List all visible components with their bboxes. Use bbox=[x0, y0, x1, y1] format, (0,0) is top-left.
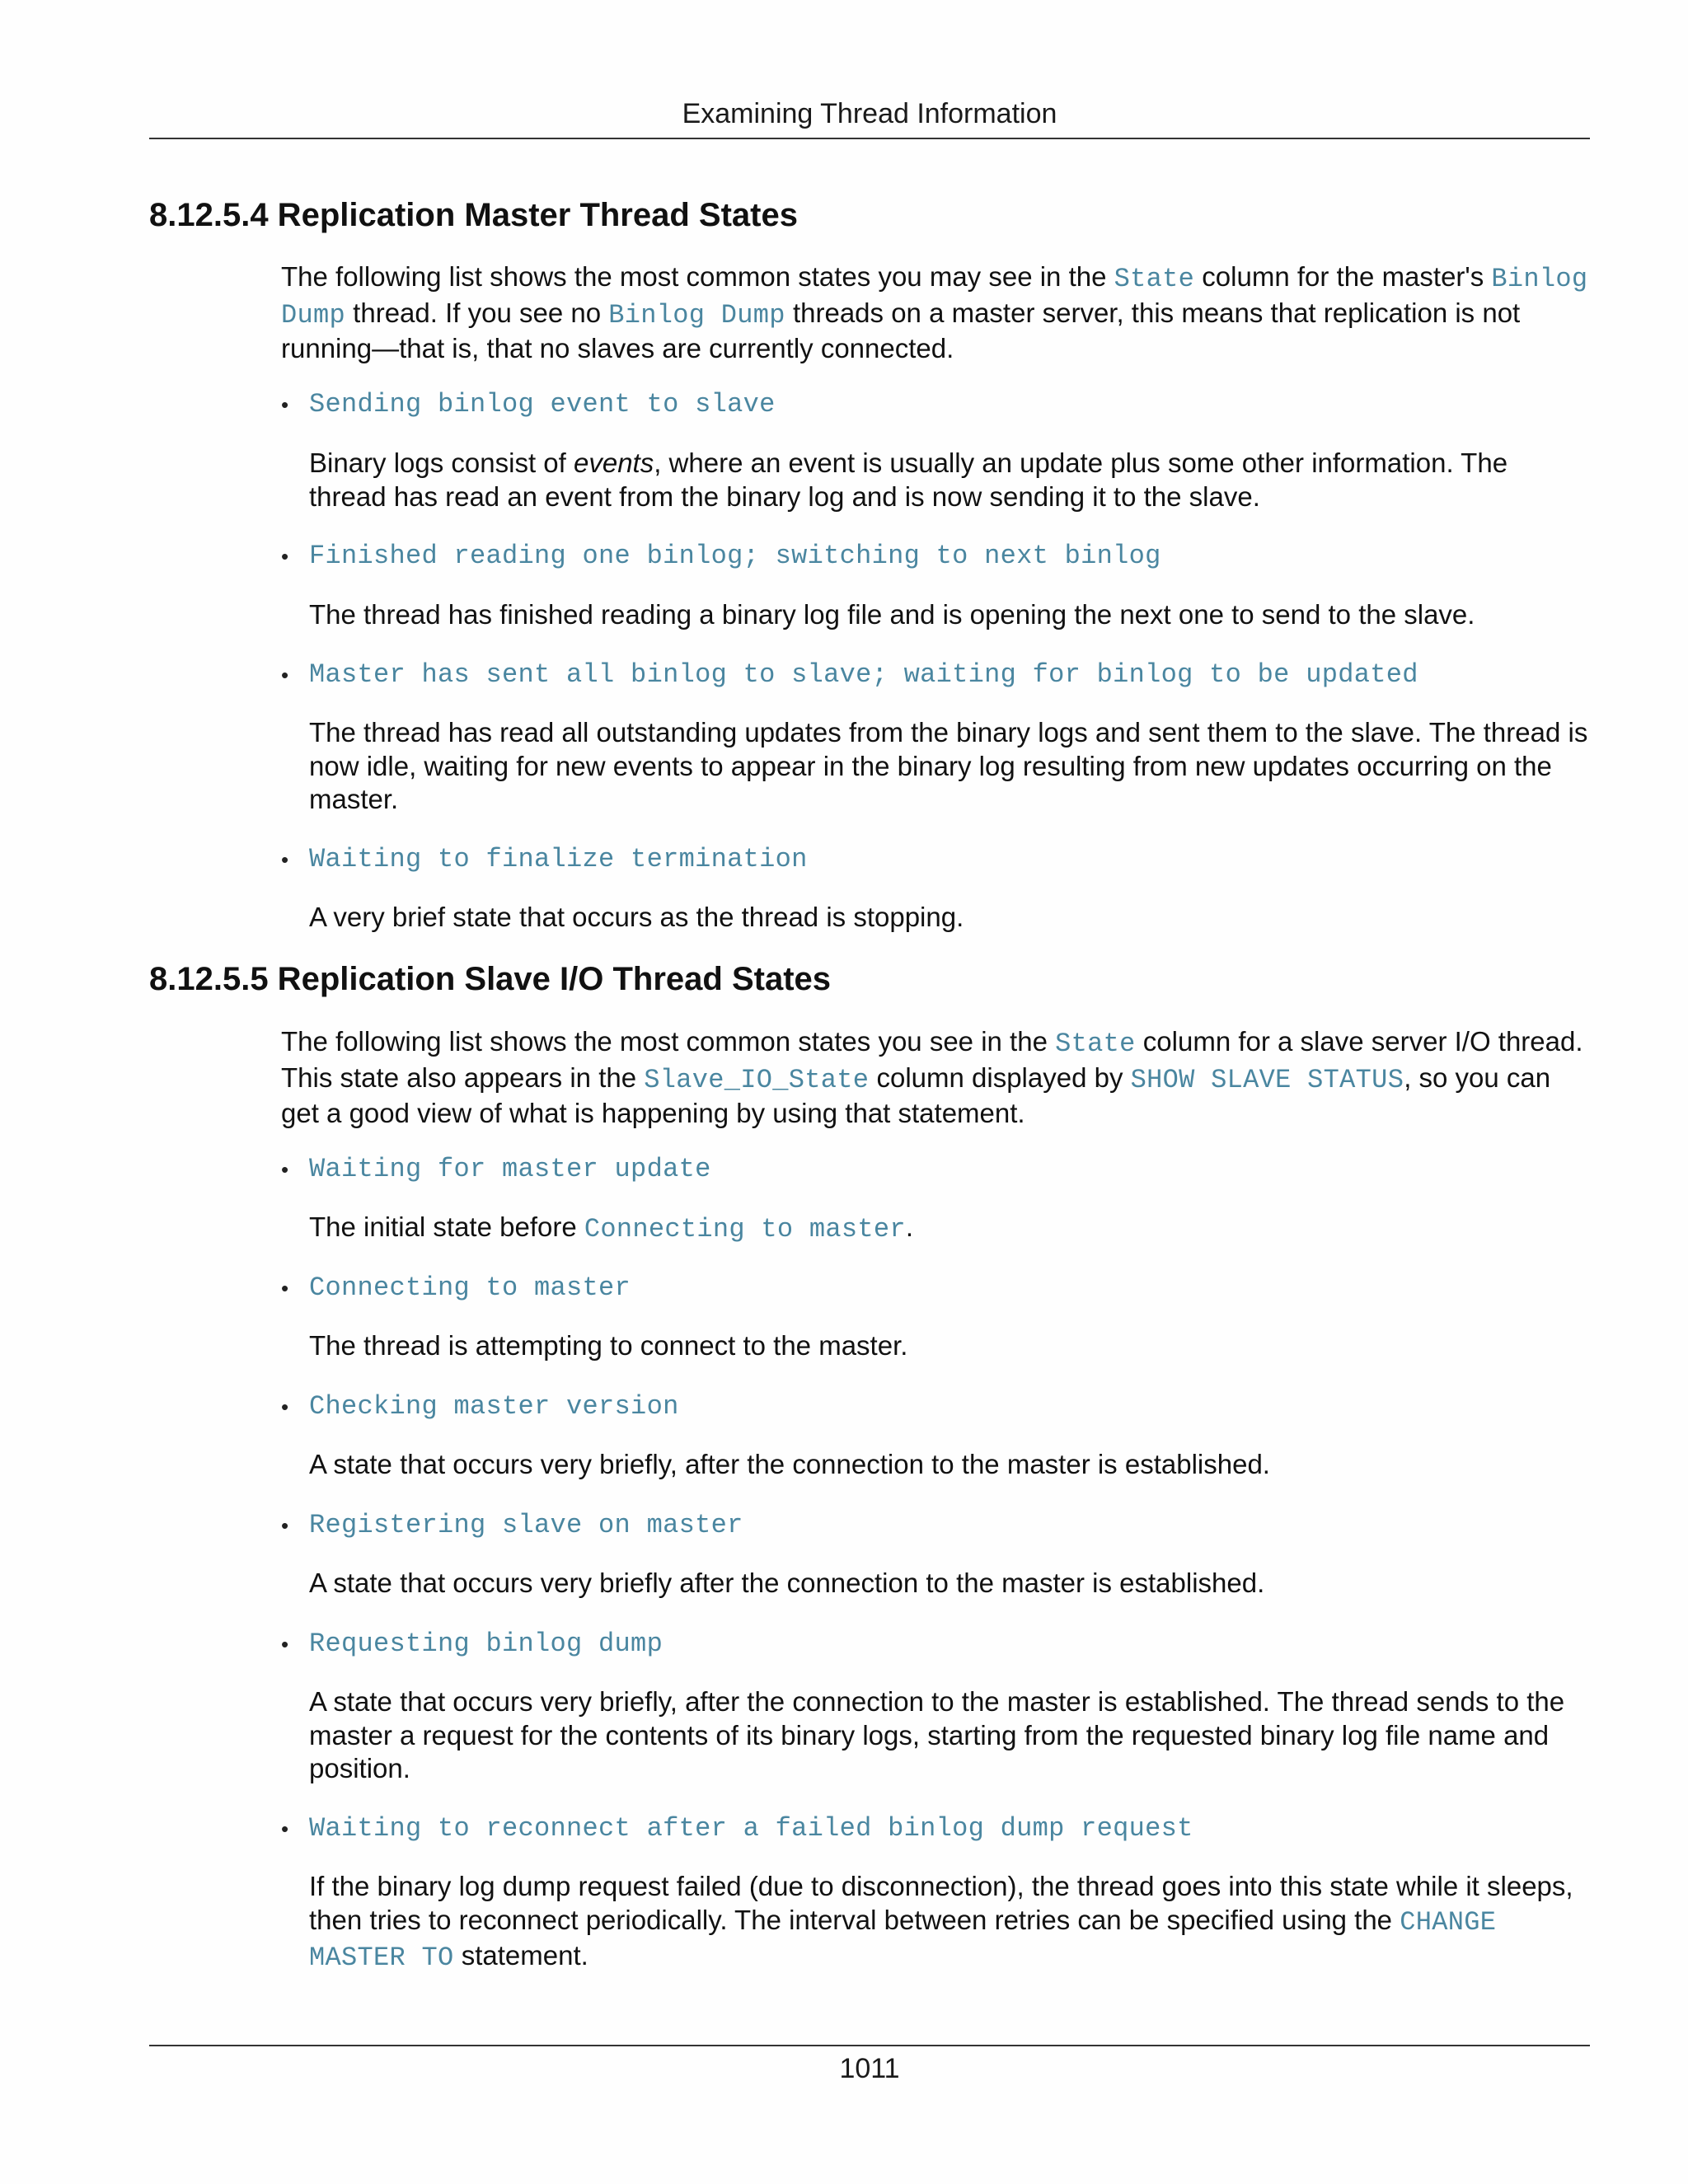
code-slave-io-state: Slave_IO_State bbox=[644, 1064, 870, 1095]
bullet-icon: • bbox=[281, 663, 289, 687]
intro-text: The following list shows the most common states you may see in the bbox=[281, 261, 1114, 292]
list-item-state bbox=[281, 1390, 1592, 1424]
bullet-icon: • bbox=[281, 1157, 289, 1182]
footer-rule bbox=[149, 2045, 1590, 2046]
state-description: A state that occurs very briefly after the connection to the master is established. bbox=[309, 1568, 1265, 1598]
bullet-icon: • bbox=[281, 544, 289, 569]
intro-text: column displayed by bbox=[869, 1062, 1131, 1093]
state-name: Requesting binlog dump bbox=[309, 1629, 663, 1659]
bullet-icon: • bbox=[281, 847, 289, 872]
state-description: A state that occurs very briefly, after the connection to the master is established. The thread sends to the master a request for the contents of its binary logs, starting from the requested binary log file name and position. bbox=[309, 1686, 1565, 1783]
running-header: Examining Thread Information bbox=[682, 98, 1057, 129]
list-item-state bbox=[281, 1508, 1592, 1543]
bullet-icon: • bbox=[281, 1394, 289, 1419]
intro-text: column for the master's bbox=[1194, 261, 1492, 292]
desc-text: . bbox=[905, 1212, 914, 1242]
state-description: A state that occurs very briefly, after the connection to the master is established. bbox=[309, 1449, 1270, 1479]
code-binlog-dump: Binlog Dump bbox=[281, 264, 1588, 330]
section-heading-slave-io-thread-states: 8.12.5.5 Replication Slave I/O Thread States bbox=[149, 961, 832, 997]
intro-text: thread. If you see no bbox=[345, 297, 609, 328]
code-state: State bbox=[1055, 1029, 1136, 1059]
desc-text: , where an event is usually an update plus some other information. The thread has read an event from the binary log and is now sending it to the slave. bbox=[309, 448, 1508, 512]
list-item-state bbox=[281, 387, 1592, 422]
desc-text: The initial state before bbox=[309, 1212, 584, 1242]
desc-emphasis: events bbox=[573, 448, 654, 478]
state-description: A very brief state that occurs as the thread is stopping. bbox=[309, 902, 964, 932]
header-rule bbox=[149, 138, 1590, 139]
list-item-state bbox=[281, 1152, 1592, 1187]
desc-text: If the binary log dump request failed (due to disconnection), the thread goes into this state while it sleeps, then tries to reconnect periodically. The interval between retries can be specified using the bbox=[309, 1871, 1573, 1935]
intro-text: column for a slave server I/O thread. This state also appears in the bbox=[281, 1026, 1583, 1093]
master-intro-paragraph bbox=[281, 260, 1592, 366]
state-name: Waiting to finalize termination bbox=[309, 844, 808, 874]
state-name: Registering slave on master bbox=[309, 1510, 743, 1540]
slave-io-intro-paragraph bbox=[281, 1025, 1592, 1131]
page-number: 1011 bbox=[839, 2053, 900, 2084]
code-state: State bbox=[1114, 264, 1195, 294]
bullet-icon: • bbox=[281, 1276, 289, 1301]
state-description bbox=[309, 447, 1592, 513]
intro-text: , so you can get a good view of what is happening by using that statement. bbox=[281, 1062, 1551, 1128]
state-description bbox=[309, 1870, 1592, 1975]
state-description: The thread is attempting to connect to the master. bbox=[309, 1330, 908, 1361]
state-name: Master has sent all binlog to slave; waiting for binlog to be updated bbox=[309, 659, 1418, 690]
state-name: Connecting to master bbox=[309, 1272, 631, 1303]
desc-text: Binary logs consist of bbox=[309, 448, 574, 478]
state-name: Checking master version bbox=[309, 1391, 679, 1422]
list-item-state bbox=[281, 1627, 1592, 1661]
code-connecting-to-master: Connecting to master bbox=[584, 1214, 906, 1244]
bullet-icon: • bbox=[281, 1513, 289, 1538]
state-name: Waiting for master update bbox=[309, 1154, 711, 1184]
state-name: Sending binlog event to slave bbox=[309, 389, 776, 419]
document-page bbox=[149, 0, 1590, 2184]
list-item-state bbox=[281, 1811, 1592, 1846]
state-name: Finished reading one binlog; switching to next binlog bbox=[309, 541, 1161, 571]
section-heading-master-thread-states: 8.12.5.4 Replication Master Thread States bbox=[149, 197, 798, 233]
bullet-icon: • bbox=[281, 1816, 289, 1841]
list-item-state bbox=[281, 1271, 1592, 1305]
list-item-state bbox=[281, 658, 1592, 692]
code-binlog-dump: Binlog Dump bbox=[608, 299, 785, 330]
list-item-state bbox=[281, 539, 1592, 574]
code-show-slave-status: SHOW SLAVE STATUS bbox=[1130, 1064, 1404, 1095]
state-description: The thread has read all outstanding updates from the binary logs and sent them to the slave. The thread is now idle, waiting for new events to appear in the binary log resulting from new updates occurring on the master. bbox=[309, 717, 1588, 814]
state-description bbox=[309, 1211, 1592, 1247]
state-description: The thread has finished reading a binary log file and is opening the next one to send to the slave. bbox=[309, 599, 1475, 630]
state-name: Waiting to reconnect after a failed binlog dump request bbox=[309, 1813, 1193, 1844]
desc-text: statement. bbox=[453, 1940, 588, 1971]
bullet-icon: • bbox=[281, 1632, 289, 1657]
bullet-icon: • bbox=[281, 392, 289, 417]
intro-text: threads on a master server, this means that replication is not running—that is, that no slaves are currently connected. bbox=[281, 297, 1521, 363]
list-item-state bbox=[281, 842, 1592, 877]
code-change-master-to: CHANGE MASTER TO bbox=[309, 1906, 1497, 1973]
intro-text: The following list shows the most common states you see in the bbox=[281, 1026, 1056, 1057]
